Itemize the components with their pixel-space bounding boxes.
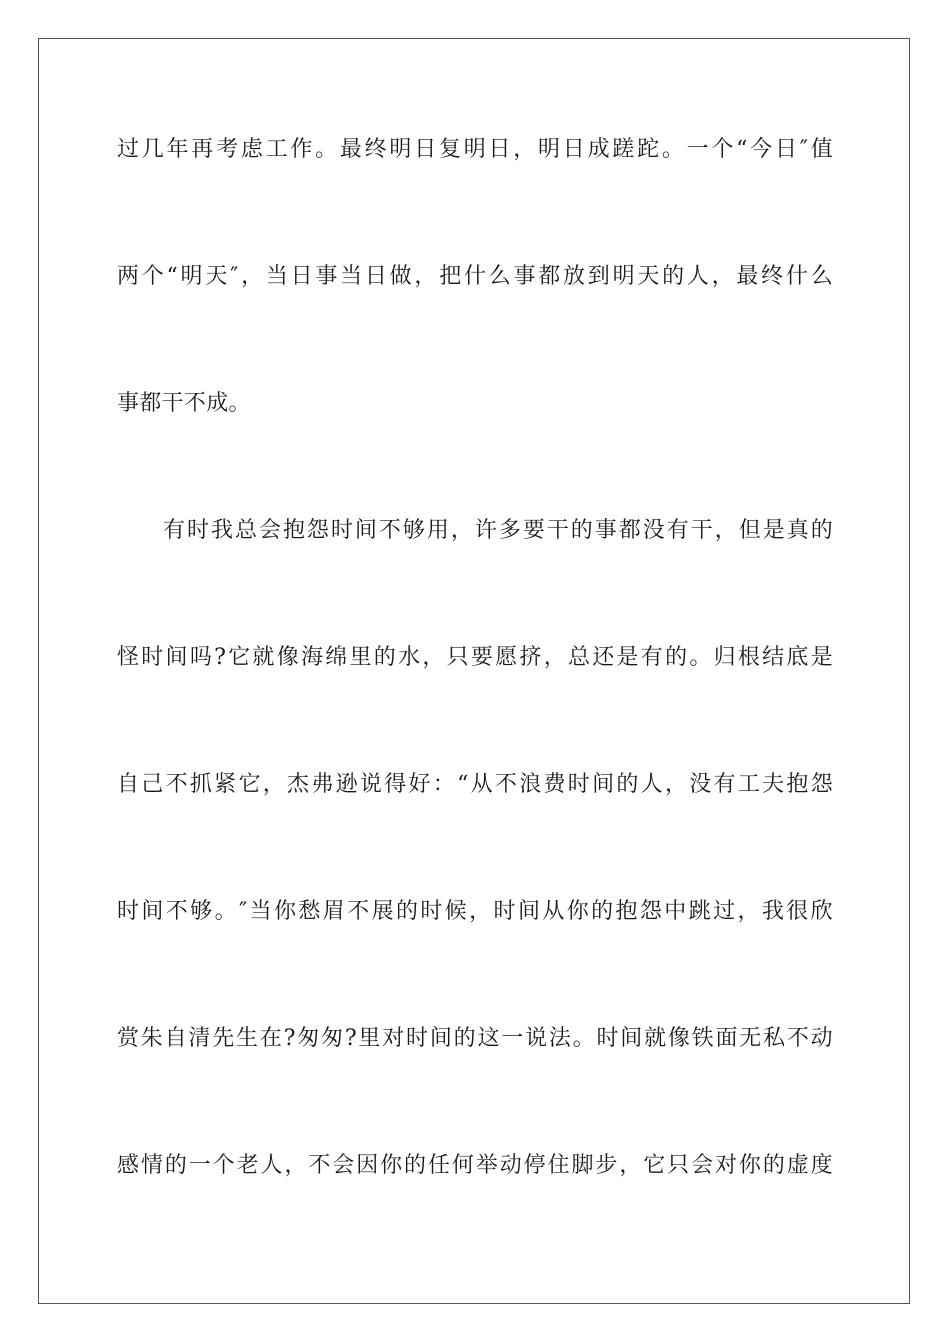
text-line-6: 自己不抓紧它，杰弗逊说得好：“从不浪费时间的人，没有工夫抱怨 bbox=[117, 772, 833, 797]
text-line-3: 事都干不成。 bbox=[117, 391, 251, 416]
text-line-9: 感情的一个老人，不会因你的任何举动停住脚步，它只会对你的虚度 bbox=[117, 1153, 833, 1178]
text-line-2: 两个“明天″，当日事当日做，把什么事都放到明天的人，最终什么 bbox=[117, 264, 833, 289]
text-line-8: 赏朱自清先生在?匆匆?里对时间的这一说法。时间就像铁面无私不动 bbox=[117, 1026, 833, 1051]
text-line-5: 怪时间吗?它就像海绵里的水，只要愿挤，总还是有的。归根结底是 bbox=[117, 645, 833, 670]
text-line-1: 过几年再考虑工作。最终明日复明日，明日成蹉跎。一个“今日″值 bbox=[117, 137, 833, 162]
text-line-4: 有时我总会抱怨时间不够用，许多要干的事都没有干，但是真的 bbox=[163, 518, 833, 543]
text-line-7: 时间不够。″当你愁眉不展的时候，时间从你的抱怨中跳过，我很欣 bbox=[117, 899, 833, 924]
